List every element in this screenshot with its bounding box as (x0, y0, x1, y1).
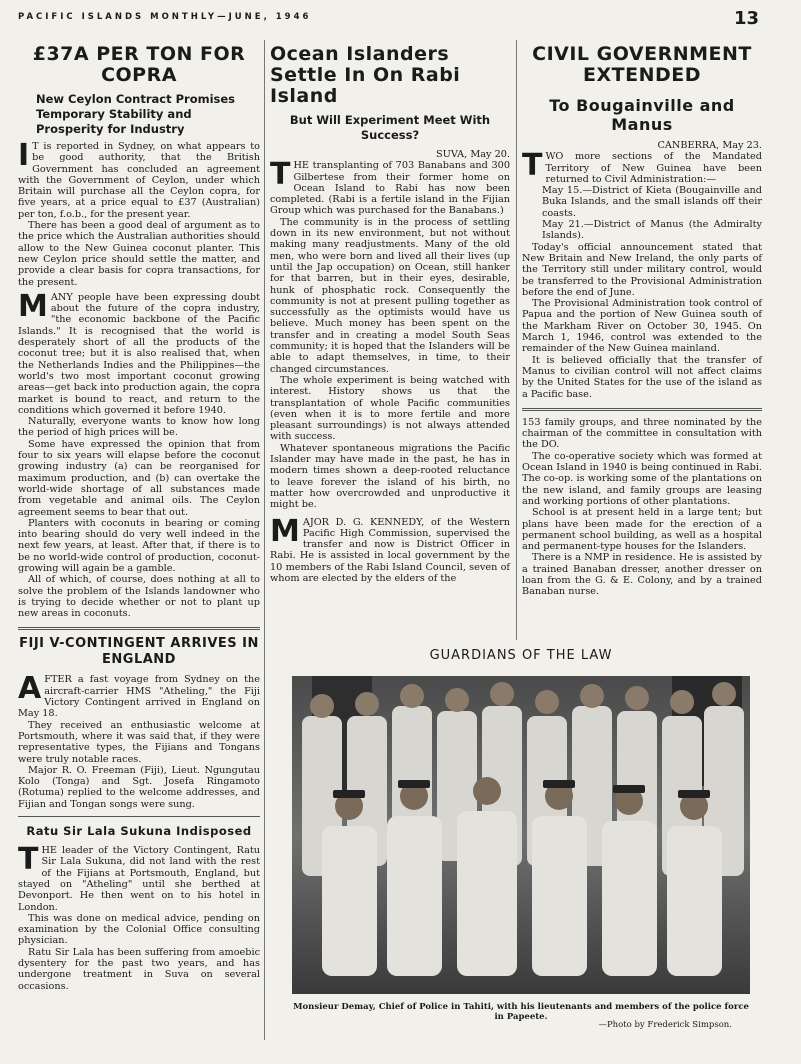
copra-paragraph: Some have expressed the opinion that from four to six years will elapse before the coconut growing industry (a) can be reorganised for maximum production, and (b) can overtake the world-wide shortage of all substances made from vegetable and animal oils. The Ceylon agreement seems to bear that out. (18, 438, 260, 518)
column-rabi (270, 44, 510, 584)
copra-paragraph: Planters with coconuts in bearing or coming into bearing should do very well indeed in the next few years, at least. After that, if there is to be no world-wide control of production, coconut-growing will again be a gamble. (18, 517, 260, 574)
rabi-paragraph: The community is in the process of settling down in its new environment, but not without making many readjustments. Many of the old men, who were born and lived all their lives (up until the Jap occupation) on Ocean, still hanker for that barren, but in their eyes, desirable, hunk of phosphatic rock. Consequently the community is not at present pulling together as successfully as the optimists would have us believe. Much money has been spent on the transfer and in creating a model South Seas community; it is hoped that the Islanders will be able to adapt themselves, in time, to their changed circumstances. (270, 216, 510, 375)
copra-paragraph: Naturally, everyone wants to know how long the period of high prices will be. (18, 416, 260, 439)
photo-title: GUARDIANS OF THE LAW (429, 648, 613, 663)
ratu-paragraph: This was done on medical advice, pending on examination by the Colonial Office consulting physician. (18, 912, 260, 947)
rabi-continued-paragraph: School is at present held in a large tent; but plans have been made for the erection of a permanent school building, as well as a hospital and permanent-type houses for the Islanders. (522, 507, 762, 553)
fiji-paragraph: They received an enthusiastic welcome at Portsmouth, where it was said that, if they were representative types, the Fijians and Tongans were truly notable races. (18, 719, 260, 765)
police-group-photo (292, 676, 750, 994)
fiji-paragraph: AFTER a fast voyage from Sydney on the aircraft-carrier HMS "Atheling," the Fiji Victory Contingent arrived in England on May 18. (18, 671, 260, 720)
divider (18, 816, 260, 817)
rabi-continued-paragraph: The co-operative society which was formed at Ocean Island in 1940 is being continued in Rabi. The co-op. is working some of the plantations on the new island, and family groups are leasing and working portions of other plantations. (522, 450, 762, 507)
drop-cap: T (522, 148, 543, 184)
photo-caption: Monsieur Demay, Chief of Police in Tahiti, with his lieutenants and members of the police force in Papeete. (293, 1002, 749, 1022)
rabi-subhead: But Will Experiment Meet With Success? (289, 113, 491, 142)
drop-cap: T (270, 157, 291, 193)
page-number: 13 (733, 8, 759, 29)
column-copra (18, 44, 260, 992)
photo-illustration (292, 676, 750, 994)
dateline: SUVA, May 20. (436, 149, 510, 160)
civil-paragraph: Today's official announcement stated that New Britain and New Ireland, the only parts of the Territory still under military control, would be transferred to the Provisional Administration before the end of June. (522, 241, 762, 298)
drop-cap: M (270, 513, 300, 549)
fiji-headline: FIJI V-CONTINGENT ARRIVES IN ENGLAND (19, 636, 259, 668)
civil-list-item: May 15.—District of Kieta (Bougainville and Buka Islands, and the small islands off their coasts. (542, 185, 762, 219)
rabi-paragraph: MAJOR D. G. KENNEDY, of the Western Pacific High Commission, supervised the transfer and now is District Officer in Rabi. He is assisted in local government by the 10 members of the Rabi Island Council, seven of whom are elected by the elders of the (270, 513, 510, 584)
dateline: CANBERRA, May 23. (657, 140, 762, 151)
civil-paragraph: It is believed officially that the transfer of Manus to civilian control will not affect claims by the United States for the use of the island as a Pacific base. (522, 354, 762, 400)
copra-subhead: New Ceylon Contract Promises Temporary Stability and Prosperity for Industry (36, 92, 236, 136)
masthead: PACIFIC ISLANDS MONTHLY—JUNE, 1946 (18, 12, 312, 22)
copra-headline: £37A PER TON FOR COPRA (32, 43, 246, 86)
civil-subhead: To Bougainville and Manus (549, 96, 735, 134)
civil-paragraph: TWO more sections of the Mandated Territory of New Guinea have been returned to Civil Administration:— (522, 148, 762, 185)
ratu-paragraph: Ratu Sir Lala has been suffering from amoebic dysentery for the past two years, and has undergone treatment in Suva on several occasions. (18, 946, 260, 992)
fiji-paragraph: Major R. O. Freeman (Fiji), Lieut. Ngungutau Kolo (Tonga) and Sgt. Josefa Ringamoto (Rotuma) replied to the welcome addresses, and Fijian and Tongan songs were sung. (18, 764, 260, 810)
civil-headline: CIVIL GOVERNMENT EXTENDED (532, 43, 752, 86)
drop-cap: T (18, 842, 39, 878)
copra-paragraph: There has been a good deal of argument as to the price which the Australian authorities should allow to the New Guinea coconut planter. This new Ceylon price should settle the matter, and provide a clear basis for copra transactions, for the present. (18, 220, 260, 288)
drop-cap: M (18, 288, 48, 324)
rabi-continued-paragraph: 153 family groups, and three nominated by the chairman of the committee in consultation with the DO. (522, 416, 762, 451)
rabi-paragraph: The whole experiment is being watched with interest. History shows us that the transplantation of whole Pacific communities (even when it is to more fertile and more pleasant surroundings) is not always attended with success. (270, 374, 510, 443)
column-civil-government (522, 44, 762, 598)
divider (522, 408, 762, 411)
rabi-paragraph: THE transplanting of 703 Banabans and 300 Gilbertese from their former home on Ocean Island to Rabi has now been completed. (Rabi is a fertile island in the Fijian Group which was purchased for the Banabans.) (270, 157, 510, 217)
civil-paragraph: The Provisional Administration took control of Papua and the portion of New Guinea south of the Markham River on October 30, 1945. On March 1, 1946, control was extended to the remainder of the New Guinea mainland. (522, 298, 762, 355)
ratu-headline: Ratu Sir Lala Sukuna Indisposed (26, 824, 252, 839)
rabi-headline: Ocean Islanders Settle In On Rabi Island (270, 43, 461, 107)
column-rule (264, 40, 265, 1040)
rabi-continued-paragraph: There is a NMP in residence. He is assisted by a trained Banaban dresser, another dresser on loan from the G. & E. Colony, and by a trained Banaban nurse. (522, 552, 762, 598)
divider (18, 627, 260, 630)
photo-credit: —Photo by Frederick Simpson. (598, 1020, 732, 1030)
rabi-paragraph: Whatever spontaneous migrations the Pacific Islander may have made in the past, he has in modern times shown a deep-rooted reluctance to leave forever the island of his birth, no matter how overcrowded and unproductive it might be. (270, 442, 510, 511)
copra-paragraph: MANY people have been expressing doubt about the future of the copra industry, "the economic backbone of the Pacific Islands." It is recognised that the world is desperately short of all the products of the coconut tree; but it is also realised that, when the Netherlands Indies and the Philippines—the world's two most important coconut growing areas—get back into production again, the copra market is bound to react, and return to the conditions which governed it before 1940. (18, 288, 260, 416)
copra-paragraph: I T is reported in Sydney, on what appears to be good authority, that the British Government has concluded an agreement with the Government of Ceylon, under which Britain will purchase all the Ceylon copra, for five years, at a price equal to £37 (Australian) per ton, f.o.b., for the present year. (18, 138, 260, 220)
copra-paragraph: All of which, of course, does nothing at all to solve the problem of the Islands landowner who is trying to decide whether or not to plant up new areas in coconuts. (18, 574, 260, 620)
ratu-paragraph: THE leader of the Victory Contingent, Ratu Sir Lala Sukuna, did not land with the rest of the Fijians at Portsmouth, England, but stayed on "Atheling" until she berthed at Devonport. He then went on to his hotel in London. (18, 842, 260, 913)
civil-list-item: May 21.—District of Manus (the Admiralty Islands). (542, 219, 762, 242)
column-rule (516, 40, 517, 640)
drop-cap: A (18, 671, 42, 707)
drop-cap: I (18, 138, 30, 173)
